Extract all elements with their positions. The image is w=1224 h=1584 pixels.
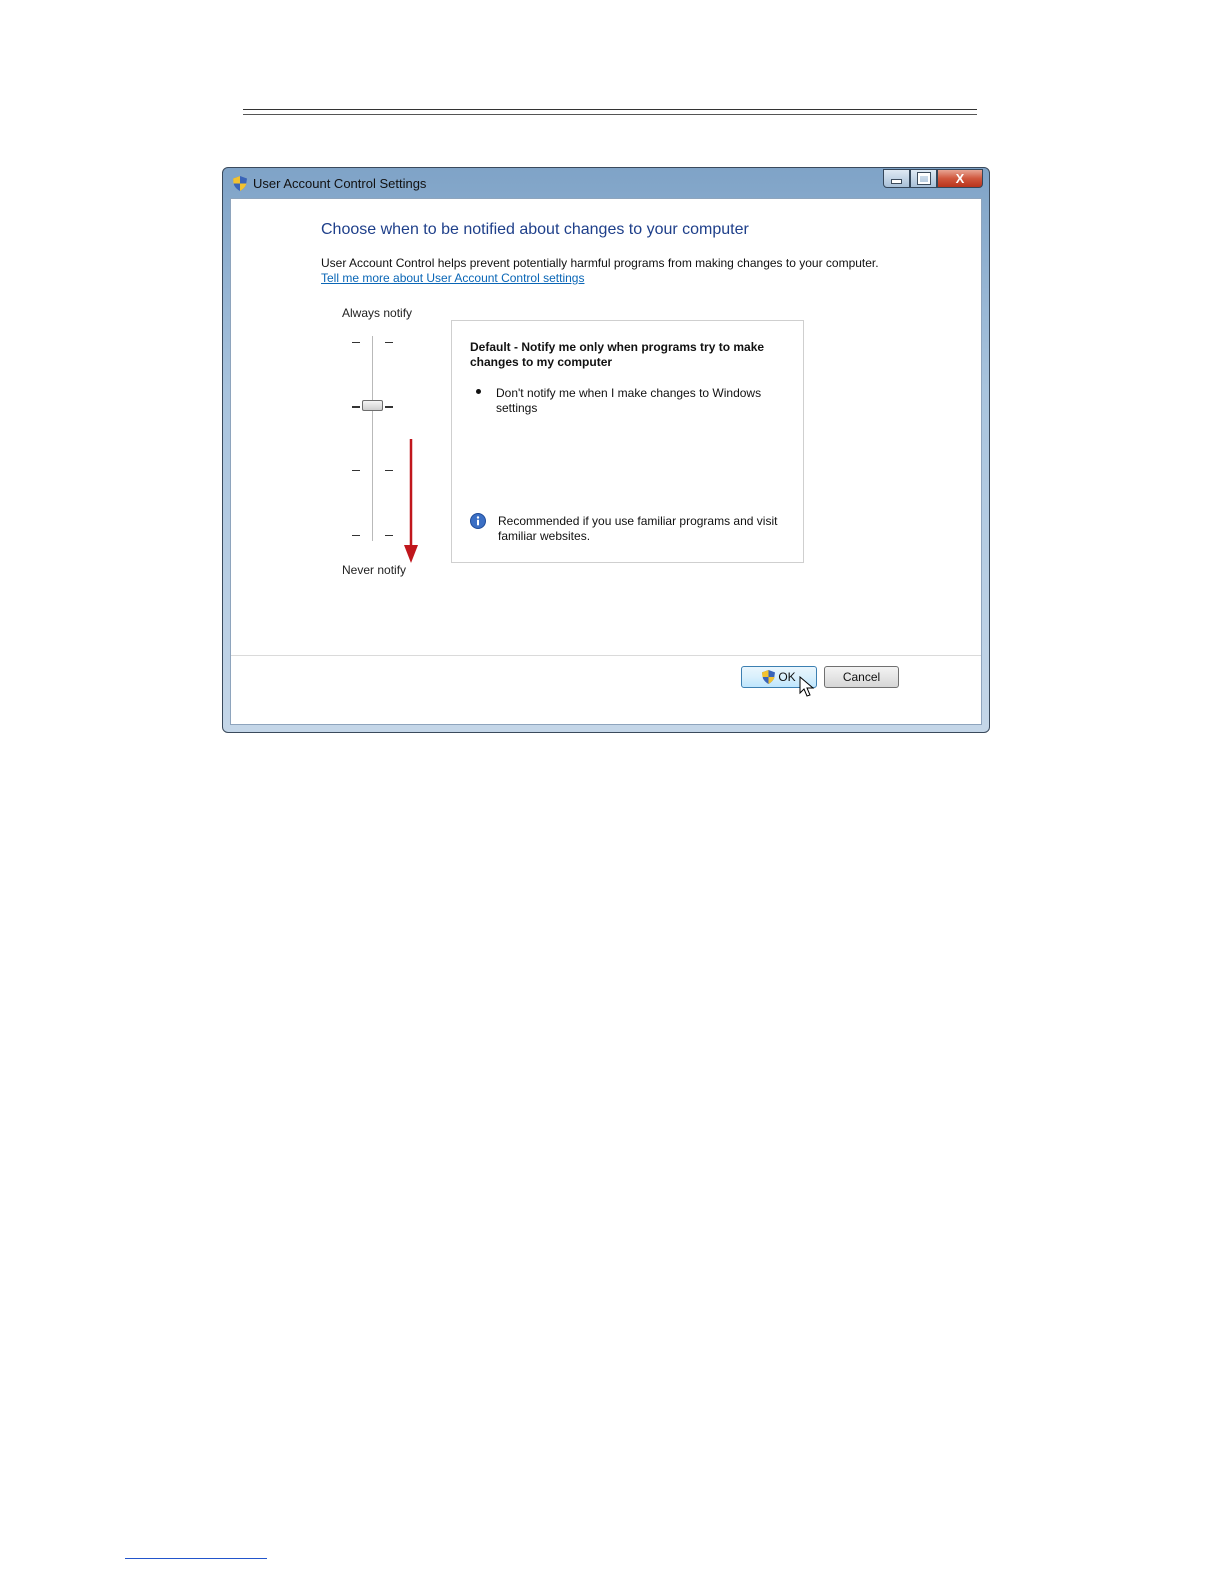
maximize-button[interactable] — [910, 169, 937, 188]
uac-shield-icon — [233, 176, 247, 191]
slider-tick — [352, 535, 360, 536]
slider-track[interactable] — [372, 336, 373, 541]
level-title: Default - Notify me only when programs try to make changes to my computer — [470, 340, 765, 369]
slider-tick — [385, 535, 393, 536]
minimize-button[interactable] — [883, 169, 910, 188]
maximize-icon — [918, 173, 930, 184]
level-description-panel — [451, 320, 804, 563]
mouse-cursor-icon — [799, 676, 815, 698]
title-bar[interactable] — [223, 168, 989, 198]
footnote-rule — [125, 1558, 267, 1559]
uac-settings-window — [222, 167, 990, 733]
ok-button-label: OK — [778, 670, 796, 684]
help-link[interactable]: Tell me more about User Account Control settings — [321, 271, 585, 285]
caption-buttons — [883, 169, 983, 189]
down-arrow-icon — [401, 439, 421, 566]
window-title: User Account Control Settings — [253, 176, 427, 191]
cancel-button[interactable] — [824, 666, 899, 688]
description-text: User Account Control helps prevent potentially harmful programs from making changes to your computer. — [321, 256, 879, 270]
page-title: Choose when to be notified about changes to your computer — [321, 221, 749, 238]
uac-shield-icon — [762, 670, 775, 684]
close-button[interactable] — [937, 169, 983, 188]
header-rule — [243, 109, 977, 110]
minimize-icon — [891, 179, 902, 184]
notification-level-slider[interactable] — [349, 336, 399, 546]
slider-tick — [352, 342, 360, 343]
close-icon: X — [955, 171, 965, 186]
slider-tick — [385, 470, 393, 471]
recommendation-text: Recommended if you use familiar programs and visit familiar websites. — [498, 514, 778, 543]
slider-tick — [385, 406, 393, 408]
slider-tick — [352, 406, 360, 408]
slider-tick — [385, 342, 393, 343]
level-bullet-text: Don't notify me when I make changes to Windows settings — [496, 386, 762, 415]
never-notify-label: Never notify — [342, 563, 407, 577]
info-icon — [470, 513, 486, 529]
slider-tick — [352, 470, 360, 471]
always-notify-label: Always notify — [342, 306, 413, 320]
footer-divider — [231, 655, 981, 656]
cancel-button-label: Cancel — [842, 670, 881, 684]
slider-thumb[interactable] — [362, 400, 383, 411]
client-area — [230, 198, 982, 725]
header-rule-secondary — [243, 114, 977, 115]
bullet-icon — [476, 389, 481, 394]
